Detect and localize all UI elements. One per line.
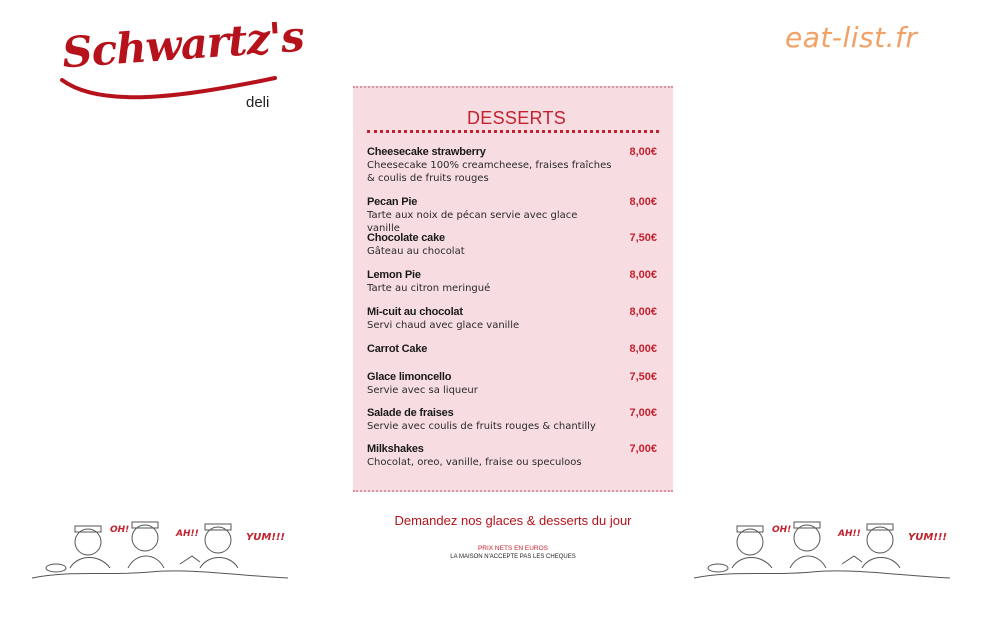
item-description: Tarte au citron meringué	[367, 283, 491, 294]
menu-item	[367, 269, 659, 295]
item-name: Glace limoncello	[367, 371, 452, 383]
menu-item	[367, 196, 659, 235]
item-description: Servie avec sa liqueur	[367, 385, 478, 396]
menu-item	[367, 407, 659, 433]
item-price: 8,00€	[629, 343, 657, 355]
item-description: Servi chaud avec glace vanille	[367, 320, 520, 331]
menu-item	[367, 443, 659, 469]
eating-characters-illustration	[30, 510, 292, 585]
item-name: Chocolate cake	[367, 232, 445, 244]
item-name: Pecan Pie	[367, 196, 418, 208]
menu-item	[367, 232, 659, 258]
exclamation-ah: AH!!	[176, 529, 199, 539]
item-description: Cheesecake 100% creamcheese, fraises fraîches & coulis de fruits rouges	[367, 160, 612, 184]
title-divider	[367, 130, 659, 133]
exclamation-ah: AH!!	[838, 529, 861, 539]
daily-desserts-tagline: Demandez nos glaces & desserts du jour	[394, 513, 632, 528]
eating-characters-illustration	[692, 510, 954, 585]
item-price: 7,00€	[629, 407, 657, 419]
exclamation-yum: YUM!!!	[246, 532, 285, 543]
item-name: Mi-cuit au chocolat	[367, 306, 463, 318]
item-description: Servie avec coulis de fruits rouges & chantilly	[367, 421, 596, 432]
item-description: Tarte aux noix de pécan servie avec glace vanille	[367, 210, 578, 234]
menu-item	[367, 306, 659, 332]
schwartz-logo	[60, 11, 306, 118]
item-name: Salade de fraises	[367, 407, 454, 419]
menu-item	[367, 371, 659, 397]
item-name: Milkshakes	[367, 443, 424, 455]
cheques-note: LA MAISON N'ACCEPTE PAS LES CHEQUES	[450, 554, 576, 560]
menu-item	[367, 146, 659, 185]
prices-note: PRIX NETS EN EUROS	[477, 545, 549, 552]
item-price: 8,00€	[629, 269, 657, 281]
logo-subtitle: deli	[246, 94, 270, 111]
desserts-menu-card	[353, 86, 673, 492]
item-price: 8,00€	[629, 146, 657, 158]
item-name: Lemon Pie	[367, 269, 421, 281]
item-price: 8,00€	[629, 196, 657, 208]
item-name: Cheesecake strawberry	[367, 146, 486, 158]
exclamation-oh: OH!	[110, 525, 130, 535]
logo-wordmark: Schwartz's	[60, 11, 306, 78]
exclamation-oh: OH!	[772, 525, 792, 535]
item-price: 7,00€	[629, 443, 657, 455]
item-description: Gâteau au chocolat	[367, 246, 465, 257]
exclamation-yum: YUM!!!	[908, 532, 947, 543]
watermark: eat-list.fr	[785, 21, 918, 54]
item-price: 7,50€	[629, 371, 657, 383]
item-name: Carrot Cake	[367, 343, 428, 355]
menu-title: DESSERTS	[467, 108, 567, 128]
item-price: 8,00€	[629, 306, 657, 318]
menu-item	[367, 343, 659, 356]
item-price: 7,50€	[629, 232, 657, 244]
item-description: Chocolat, oreo, vanille, fraise ou speculoos	[367, 457, 582, 468]
